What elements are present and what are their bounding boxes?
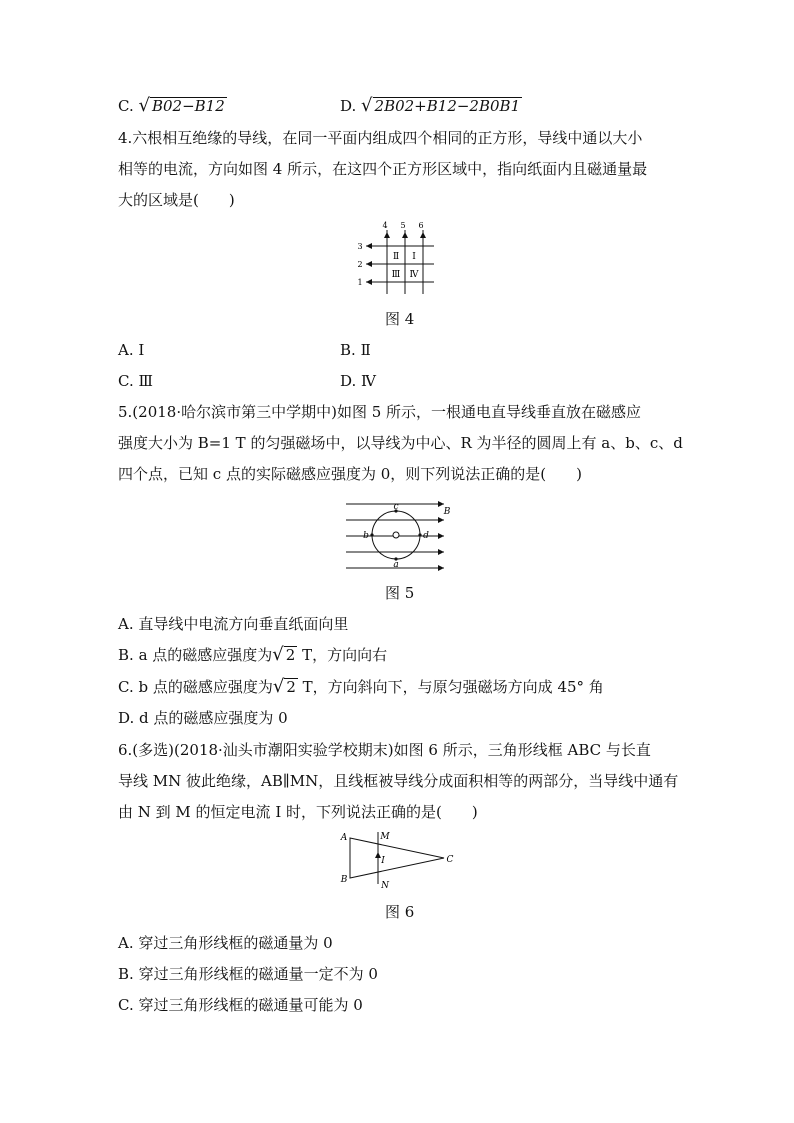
q5-stem-line-3: 四个点，已知 c 点的实际磁感应强度为 0，则下列说法正确的是( ) xyxy=(118,465,582,483)
option-label: A. xyxy=(118,615,134,633)
wire-label: 3 xyxy=(357,242,363,251)
option-text: T，方向斜向下，与原匀强磁场方向成 45° 角 xyxy=(297,678,604,696)
figure-6-caption: 图 6 xyxy=(385,903,415,921)
region-label: Ⅱ xyxy=(392,252,400,262)
option-label: B. xyxy=(340,341,356,359)
region-label: Ⅲ xyxy=(391,270,401,280)
vertex-label: C xyxy=(446,855,454,865)
option-text: a 点的磁感应强度为 xyxy=(138,646,273,664)
option-label: D. xyxy=(118,709,135,727)
radicand: 2 xyxy=(286,678,296,696)
figure-5-caption: 图 5 xyxy=(385,584,415,602)
q5-option-c: C. b 点的磁感应强度为√ 2 T，方向斜向下，与原匀强磁场方向成 45° 角 xyxy=(118,676,604,697)
q6-stem-line-1: 6.(多选)(2018·汕头市潮阳实验学校期末)如图 6 所示，三角形线框 ABC 与长直 xyxy=(118,741,651,759)
option-text: T，方向向右 xyxy=(297,646,388,664)
region-label: Ⅳ xyxy=(409,270,419,280)
figure-6 xyxy=(338,828,456,890)
q5-option-d xyxy=(118,708,288,728)
option-text: Ⅲ xyxy=(138,372,153,390)
q5-option-b: B. a 点的磁感应强度为√ 2 T，方向向右 xyxy=(118,644,388,665)
region-label: Ⅰ xyxy=(412,252,416,262)
option-text: 穿过三角形线框的磁通量为 0 xyxy=(138,934,333,952)
option-text: Ⅰ xyxy=(138,341,145,359)
point-label: b xyxy=(363,531,369,541)
wire-end-label: N xyxy=(381,881,389,890)
option-label: B. xyxy=(118,965,134,983)
formula-expression: B02−B12 xyxy=(151,97,225,115)
option-text: 直导线中电流方向垂直纸面向里 xyxy=(138,615,349,633)
vertex-label: B xyxy=(340,875,348,885)
option-label: A. xyxy=(118,934,134,952)
option-text: 穿过三角形线框的磁通量一定不为 0 xyxy=(138,965,378,983)
q5-option-a xyxy=(118,614,348,634)
option-label: B. xyxy=(118,646,134,664)
figure-4 xyxy=(352,220,442,300)
q6-option-b xyxy=(118,964,378,984)
option-label: C. xyxy=(118,372,134,390)
wire-label: 4 xyxy=(382,221,388,230)
option-label: C. xyxy=(118,996,134,1014)
q6-stem-line-3: 由 N 到 M 的恒定电流 I 时，下列说法正确的是( ) xyxy=(118,803,478,821)
figure-5 xyxy=(344,496,452,572)
q4-option-d xyxy=(340,371,376,391)
q4-stem-line-2: 相等的电流，方向如图 4 所示，在这四个正方形区域中，指向纸面内且磁通量最 xyxy=(118,160,648,178)
point-label: c xyxy=(393,502,399,512)
q3-option-d: D. √ 2B02+B12−2B0B1 xyxy=(340,95,521,116)
q5-stem-line-2: 强度大小为 B=1 T 的匀强磁场中，以导线为中心、R 为半径的圆周上有 a、b、c、d xyxy=(118,434,683,452)
option-text: d 点的磁感应强度为 0 xyxy=(139,709,288,727)
q4-option-b xyxy=(340,340,371,360)
q6-option-c xyxy=(118,995,363,1015)
point-label: a xyxy=(393,560,399,570)
vertex-label: A xyxy=(340,833,348,843)
q6-option-a xyxy=(118,933,333,953)
radicand: 2 xyxy=(285,646,296,664)
figure-5-diagram xyxy=(344,496,452,572)
option-label: D. xyxy=(340,97,357,115)
q4-stem-line-3: 大的区域是( ) xyxy=(118,191,235,209)
wire-label: 5 xyxy=(400,221,406,230)
q6-stem-line-2: 导线 MN 彼此绝缘，AB∥MN，且线框被导线分成面积相等的两部分，当导线中通有 xyxy=(118,772,679,790)
figure-4-caption: 图 4 xyxy=(385,310,415,328)
option-text: Ⅱ xyxy=(360,341,371,359)
wire-label: 6 xyxy=(418,221,424,230)
wire-label: 1 xyxy=(357,278,363,287)
option-text: Ⅳ xyxy=(361,372,377,390)
point-label: d xyxy=(423,531,429,541)
wire-label: 2 xyxy=(357,260,363,269)
field-label: B xyxy=(443,507,451,517)
option-label: C. xyxy=(118,97,134,115)
option-label: A. xyxy=(118,341,134,359)
option-label: C. xyxy=(118,678,134,696)
formula-expression: 2B02+B12−2B0B1 xyxy=(374,97,521,115)
current-label: I xyxy=(381,856,385,866)
option-text: 穿过三角形线框的磁通量可能为 0 xyxy=(138,996,363,1014)
q3-option-c: C. √ B02−B12 xyxy=(118,95,225,116)
wire-end-label: M xyxy=(380,832,390,842)
q5-stem-line-1: 5.(2018·哈尔滨市第三中学期中)如图 5 所示，一根通电直导线垂直放在磁感应 xyxy=(118,403,642,421)
q4-option-a xyxy=(118,340,144,360)
figure-4-diagram xyxy=(352,220,442,300)
option-text: b 点的磁感应强度为 xyxy=(138,678,273,696)
q4-option-c xyxy=(118,371,153,391)
q4-stem-line-1: 4.六根相互绝缘的导线，在同一平面内组成四个相同的正方形，导线中通以大小 xyxy=(118,129,643,147)
figure-6-diagram xyxy=(338,828,456,890)
option-label: D. xyxy=(340,372,357,390)
